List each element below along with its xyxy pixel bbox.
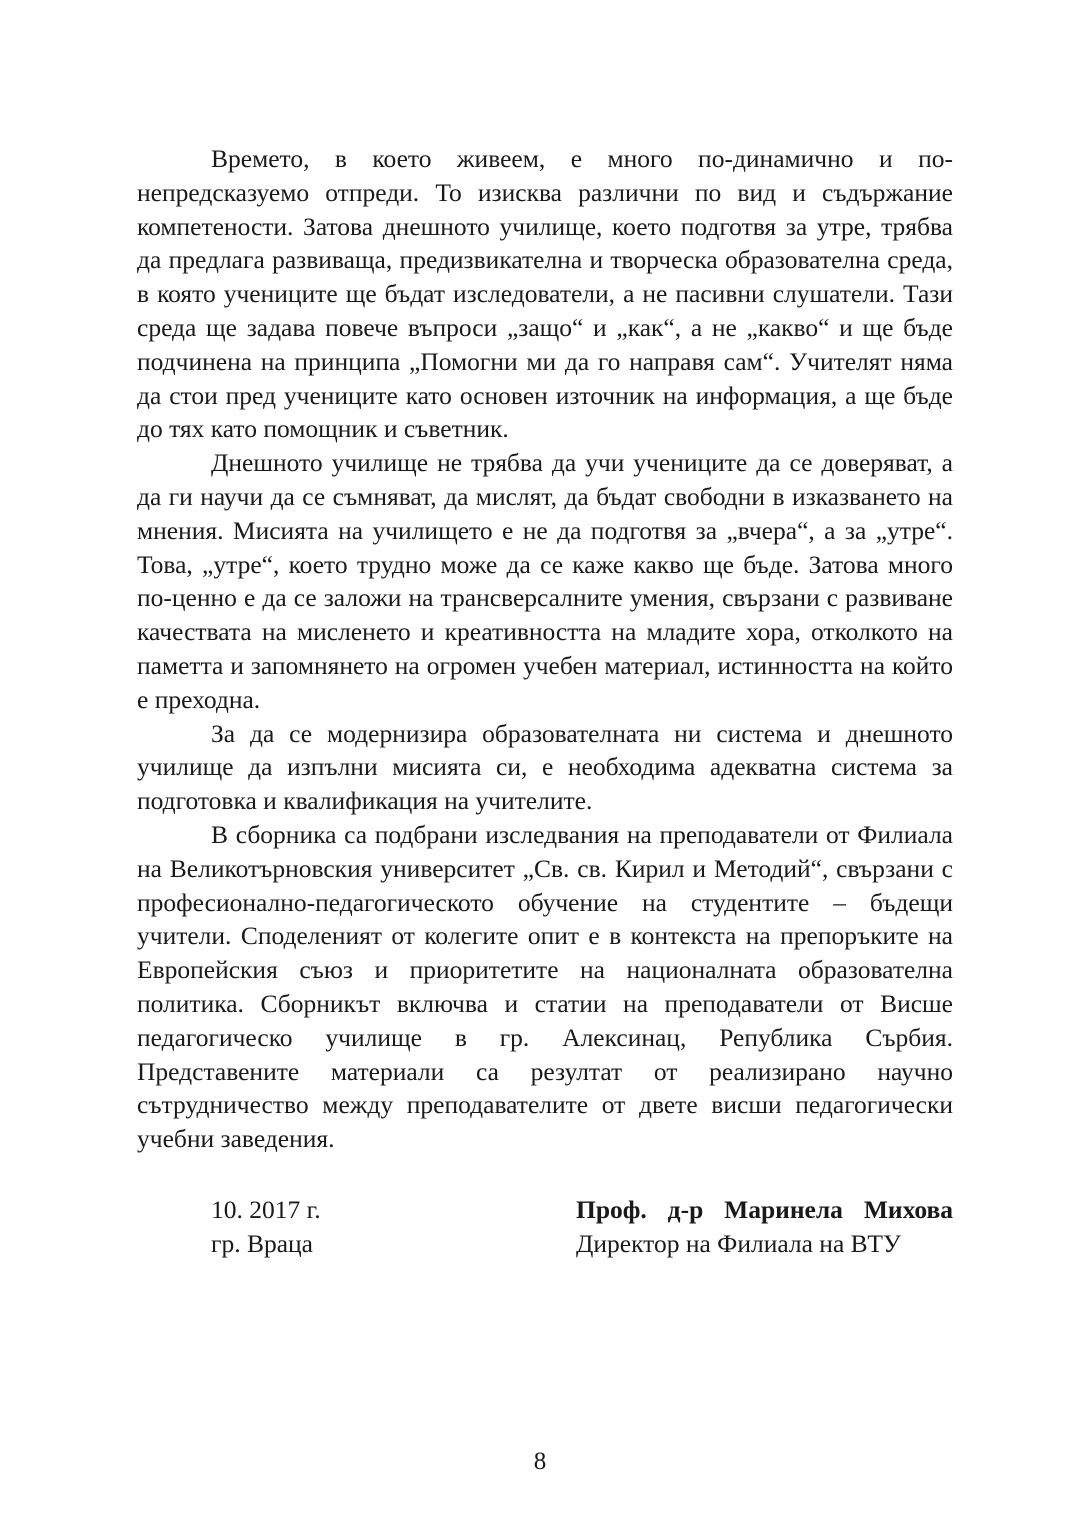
- page-number: 8: [533, 1448, 547, 1475]
- signature-place: гр. Враца: [211, 1229, 313, 1258]
- paragraph-3: За да се модернизира образователната ни система и днешното училище да изпълни мисията си, е необходима адекватна система за подготовка и квалификация на учителите.: [137, 718, 953, 816]
- paragraph-1: Времето, в което живеем, е много по-динамично и по-непредсказуемо отпреди. То изисква различни по вид и съдържание компетености. Затова днешното училище, което подготвя за утре, трябва да предлага развиваща, предизвикателна и творческа образователна среда, в която учениците ще бъдат изследователи, а не пасивни слушатели. Тази среда ще задава повече въпроси „защо“ и „как“, а не „какво“ и ще бъде подчинена на принципа „Помогни ми да го направя сам“. Учителят няма да стои пред учениците като основен източник на информация, а ще бъде до тях като помощник и съветник.: [137, 144, 953, 444]
- signature-name: Проф. д-р Маринела Михова: [576, 1195, 953, 1224]
- paragraph-4: В сборника са подбрани изследвания на преподаватели от Филиала на Великотърновския университет „Св. св. Кирил и Методий“, свързани с професионално-педагогическото обучение на студентите – бъдещи учители. Споделеният от колегите опит е в контекста на препоръките на Европейския съюз и приоритетите на националната образователна политика. Сборникът включва и статии на преподаватели от Висше педагогическо училище в гр. Алексинац, Република Сърбия. Представените материали са резултат от реализирано научно сътрудничество между преподавателите от двете висши педагогически учебни заведения.: [137, 819, 953, 1154]
- main-text: [137, 142, 953, 1156]
- paragraph-2: Днешното училище не трябва да учи учениците да се доверяват, а да ги научи да се съмняват, да мислят, да бъдат свободни в изказването на мнения. Мисията на училището е не да подготвя за „вчера“, а за „утре“. Това, „утре“, което трудно може да се каже какво ще бъде. Затова много по-ценно е да се заложи на трансверсалните умения, свързани с развиване качествата на мисленето и креативността на младите хора, отколкото на паметта и запомнянето на огромен учебен материал, истинността на който е преходна.: [137, 448, 953, 714]
- signature-role: Директор на Филиала на ВТУ: [576, 1229, 901, 1258]
- signature-date-place: [211, 1193, 321, 1261]
- signature-date: 10. 2017 г.: [211, 1195, 321, 1224]
- signature-author: [576, 1193, 953, 1261]
